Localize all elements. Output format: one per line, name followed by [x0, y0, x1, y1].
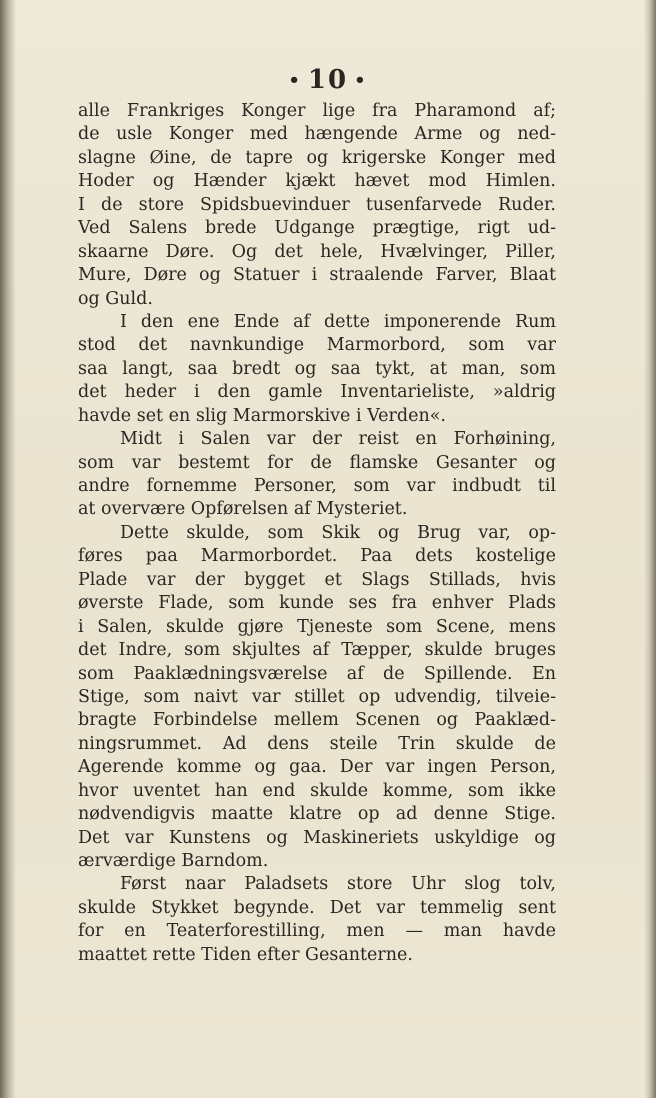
- text-line: slagne Øine, de tapre og krigerske Konger med: [78, 147, 556, 168]
- text-line: som Paaklædningsværelse af de Spillende. En: [78, 663, 556, 684]
- text-line: som var bestemt for de flamske Gesanter og: [78, 452, 556, 473]
- text-line: maattet rette Tiden efter Gesanterne.: [78, 944, 413, 965]
- text-line: det heder i den gamle Inventarieliste, »aldrig: [78, 382, 556, 403]
- text-line: Stige, som naivt var stillet op udvendig, tilveie-: [78, 686, 556, 707]
- ornament-right: •: [354, 69, 368, 91]
- text-line: Plade var der bygget et Slags Stillads, hvis: [78, 569, 556, 590]
- text-line: saa langt, saa bredt og saa tykt, at man, som: [78, 358, 556, 379]
- text-line: skaarne Døre. Og det hele, Hvælvinger, Piller,: [78, 241, 556, 262]
- body-text: [78, 100, 556, 967]
- text-line: andre fornemme Personer, som var indbudt til: [78, 476, 556, 496]
- text-line: nødvendigvis maatte klatre op ad denne Stige.: [78, 804, 556, 825]
- text-line: for en Teaterforestilling, men — man havde: [78, 921, 556, 942]
- text-line: stod det navnkundige Marmorbord, som var: [78, 335, 556, 356]
- text-line: I den ene Ende af dette imponerende Rum: [120, 311, 556, 332]
- text-line: øverste Flade, som kunde ses fra enhver Plads: [78, 593, 556, 614]
- text-line: ningsrummet. Ad dens steile Trin skulde de: [78, 733, 556, 754]
- text-line: hvor uventet han end skulde komme, som ikke: [78, 780, 556, 801]
- page-header: [0, 62, 656, 98]
- text-line: Midt i Salen var der reist en Forhøining,: [120, 429, 556, 450]
- text-line: det Indre, som skjultes af Tæpper, skulde bruges: [78, 640, 556, 661]
- text-line: føres paa Marmorbordet. Paa dets kostelige: [78, 546, 556, 567]
- text-line: Først naar Paladsets store Uhr slog tolv,: [120, 874, 556, 895]
- text-line: alle Frankriges Konger lige fra Pharamond af;: [78, 101, 556, 121]
- text-line: at overvære Opførelsen af Mysteriet.: [78, 499, 408, 520]
- ornament-left: •: [288, 69, 302, 91]
- text-line: de usle Konger med hængende Arme og ned-: [78, 124, 556, 145]
- text-line: i Salen, skulde gjøre Tjeneste som Scene, mens: [78, 616, 556, 637]
- text-line: Dette skulde, som Skik og Brug var, op-: [120, 522, 556, 543]
- text-line: Ved Salens brede Udgange prægtige, rigt ud-: [78, 218, 556, 239]
- text-line: havde set en slig Marmorskive i Verden«.: [78, 405, 446, 426]
- page-edge-shadow-left: [0, 0, 16, 1098]
- text-line: Mure, Døre og Statuer i straalende Farver, Blaat: [78, 265, 556, 286]
- text-line: Det var Kunstens og Maskineriets uskyldige og: [78, 827, 556, 848]
- text-line: I de store Spidsbuevinduer tusenfarvede Ruder.: [78, 194, 556, 215]
- page-edge-shadow-right: [644, 0, 656, 1098]
- text-line: bragte Forbindelse mellem Scenen og Paaklæd-: [78, 710, 556, 731]
- text-line: Agerende komme og gaa. Der var ingen Person,: [78, 757, 556, 778]
- text-line: og Guld.: [78, 288, 153, 309]
- text-line: Hoder og Hænder kjækt hævet mod Himlen.: [78, 171, 556, 192]
- text-line: ærværdige Barndom.: [78, 851, 269, 871]
- text-line: skulde Stykket begynde. Det var temmelig sent: [78, 897, 556, 918]
- page-number: 10: [307, 65, 349, 95]
